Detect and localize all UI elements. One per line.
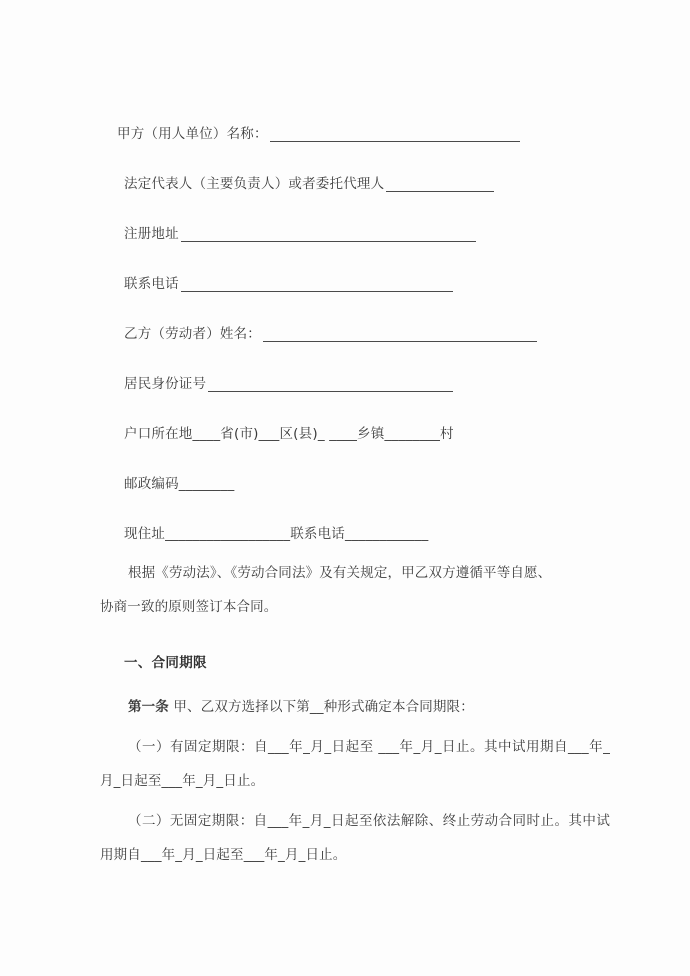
preamble-paragraph [0,556,690,624]
preamble-line-2: 协商一致的原则签订本合同。 [100,599,278,615]
field-id-number-rule[interactable] [208,378,453,392]
clause-one-text: 甲、乙双方选择以下第__种形式确定本合同期限： [168,699,474,715]
term-option-fixed[interactable] [0,730,690,798]
field-postal-code[interactable]: 邮政编码________ [124,476,235,493]
field-legal-representative-rule[interactable] [386,178,494,192]
preamble-line-1: 根据《劳动法》、《劳动合同法》及有关规定，甲乙双方遵循平等自愿、 [128,565,552,581]
field-registered-address [0,192,690,242]
section-heading-contract-term: 一、合同期限 [124,655,207,671]
field-legal-representative [0,142,690,192]
term-option-open-ended[interactable] [0,804,690,872]
field-id-number-label: 居民身份证号 [124,376,207,393]
field-employer-name-label: 甲方（用人单位）名称： [117,126,268,143]
field-current-address[interactable]: 现住址__________________联系电话____________ [124,526,429,543]
field-employee-name [0,292,690,342]
field-employer-phone-rule[interactable] [181,278,453,292]
field-employer-phone-label: 联系电话 [124,276,179,293]
field-employer-phone [0,242,690,292]
clause-one-paragraph [0,690,690,724]
field-id-number [0,342,690,392]
field-registered-address-rule[interactable] [181,228,476,242]
field-employee-name-label: 乙方（劳动者）姓名： [124,326,261,343]
field-household-registration[interactable]: 户口所在地____省(市)___区(县)_ ____乡镇________村 [124,426,454,443]
term-option-open-ended-text: （二）无固定期限：自___年_月_日起至依法解除、终止劳动合同时止。其中试用期自___年_月_日起至___年_月_日止。 [100,813,610,863]
field-legal-representative-label: 法定代表人（主要负责人）或者委托代理人 [124,176,385,193]
field-registered-address-label: 注册地址 [124,226,179,243]
term-option-fixed-text: （一）有固定期限：自___年_月_日起至 ___年_月_日止。其中试用期自___年_月_日起至___年_月_日止。 [100,739,610,789]
clause-one-number: 第一条 [128,699,169,715]
field-employer-name [0,92,690,142]
field-employee-name-rule[interactable] [263,328,537,342]
field-employer-name-rule[interactable] [270,128,520,142]
